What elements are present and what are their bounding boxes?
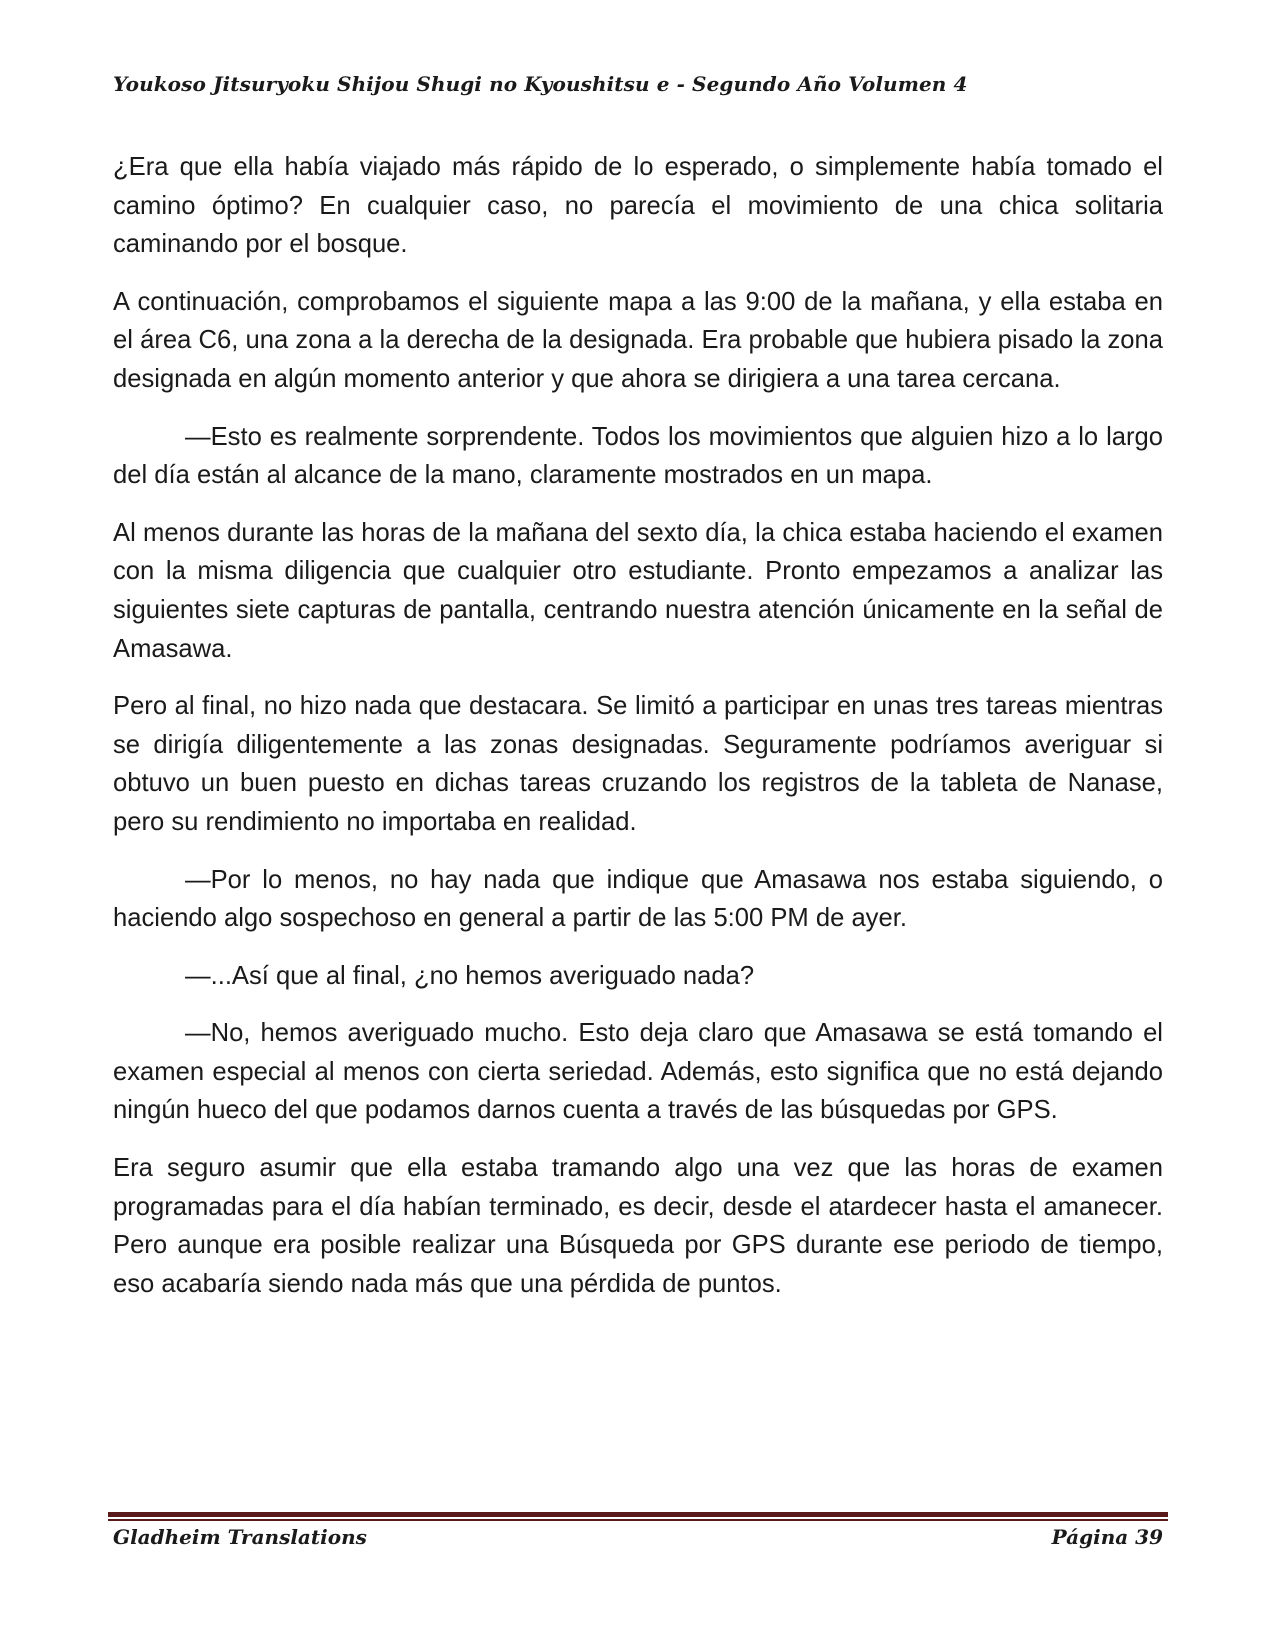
footer-translator-credit: Gladheim Translations (113, 1525, 367, 1549)
dialogue-paragraph: —Por lo menos, no hay nada que indique que Amasawa nos estaba siguiendo, o haciendo algo sospechoso en general a partir de las 5:00 PM de ayer. (113, 865, 1163, 933)
dialogue-paragraph: —...Así que al final, ¿no hemos averiguado nada? (185, 961, 755, 990)
paragraph: Al menos durante las horas de la mañana del sexto día, la chica estaba haciendo el examen con la misma diligencia que cualquier otro estudiante. Pronto empezamos a analizar las siguientes siete capturas de pantalla, centrando nuestra atención únicamente en la señal de Amasawa. (113, 518, 1163, 663)
page-header-title: Youkoso Jitsuryoku Shijou Shugi no Kyoushitsu e - Segundo Año Volumen 4 (113, 72, 968, 96)
paragraph: ¿Era que ella había viajado más rápido de lo esperado, o simplemente había tomado el camino óptimo? En cualquier caso, no parecía el movimiento de una chica solitaria caminando por el bosque. (113, 153, 1163, 259)
page-number: Página 39 (1051, 1525, 1163, 1549)
document-body (113, 148, 1163, 1322)
page-footer (113, 1525, 1163, 1549)
paragraph: Pero al final, no hizo nada que destacara. Se limitó a participar en unas tres tareas mientras se dirigía diligentemente a las zonas designadas. Seguramente podríamos averiguar si obtuvo un buen puesto en dichas tareas cruzando los registros de la tableta de Nanase, pero su rendimiento no importaba en realidad. (113, 692, 1163, 836)
dialogue-paragraph: —No, hemos averiguado mucho. Esto deja claro que Amasawa se está tomando el examen especial al menos con cierta seriedad. Además, esto significa que no está dejando ningún hueco del que podamos darnos cuenta a través de las búsquedas por GPS. (113, 1019, 1163, 1125)
paragraph: A continuación, comprobamos el siguiente mapa a las 9:00 de la mañana, y ella estaba en el área C6, una zona a la derecha de la designada. Era probable que hubiera pisado la zona designada en algún momento anterior y que ahora se dirigiera a una tarea cercana. (113, 287, 1163, 393)
paragraph: Era seguro asumir que ella estaba tramando algo una vez que las horas de examen programadas para el día habían terminado, es decir, desde el atardecer hasta el amanecer. Pero aunque era posible realizar una Búsqueda por GPS durante ese periodo de tiempo, eso acabaría siendo nada más que una pérdida de puntos. (113, 1154, 1163, 1298)
dialogue-paragraph: —Esto es realmente sorprendente. Todos los movimientos que alguien hizo a lo largo del día están al alcance de la mano, claramente mostrados en un mapa. (113, 422, 1163, 490)
